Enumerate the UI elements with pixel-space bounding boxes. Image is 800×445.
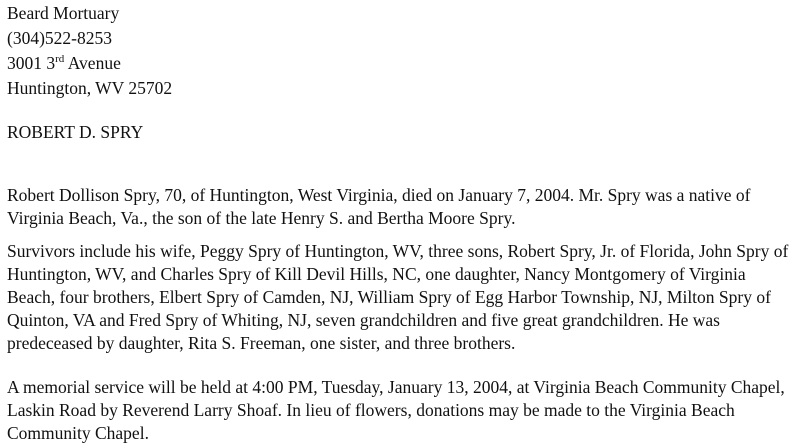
mortuary-street-address: [7, 52, 121, 74]
obituary-title: ROBERT D. SPRY: [7, 122, 144, 142]
obituary-paragraph-service: A memorial service will be held at 4:00 PM, Tuesday, January 13, 2004, at Virginia Beach Community Chapel, Laskin Road by Reverend Larry Shoaf. In lieu of flowers, donations may be made to the Virginia Beach Community Chapel.: [7, 377, 785, 443]
mortuary-name: Beard Mortuary: [7, 3, 120, 23]
address-street: Avenue: [64, 53, 121, 73]
obituary-paragraph-intro: Robert Dollison Spry, 70, of Huntington, West Virginia, died on January 7, 2004. Mr. Spry was a native of Virginia Beach, Va., the son of the late Henry S. and Bertha Moore Spry.: [7, 185, 751, 228]
mortuary-city-line: Huntington, WV 25702: [7, 78, 173, 98]
address-ordinal-suffix: rd: [55, 53, 65, 65]
address-number: 3001 3: [7, 53, 56, 73]
obituary-paragraph-survivors: Survivors include his wife, Peggy Spry of Huntington, WV, three sons, Robert Spry, Jr. of Florida, John Spry of Huntington, WV, and Charles Spry of Kill Devil Hills, NC, one daughter, Nancy Montgomery of Virginia Beach, four brothers, Elbert Spry of Camden, NJ, William Spry of Egg Harbor Township, NJ, Milton Spry of Quinton, VA and Fred Spry of Whiting, NJ, seven grandchildren and five great grandchildren. He was predeceased by daughter, Rita S. Freeman, one sister, and three brothers.: [7, 241, 789, 353]
mortuary-phone: (304)522-8253: [7, 28, 112, 48]
